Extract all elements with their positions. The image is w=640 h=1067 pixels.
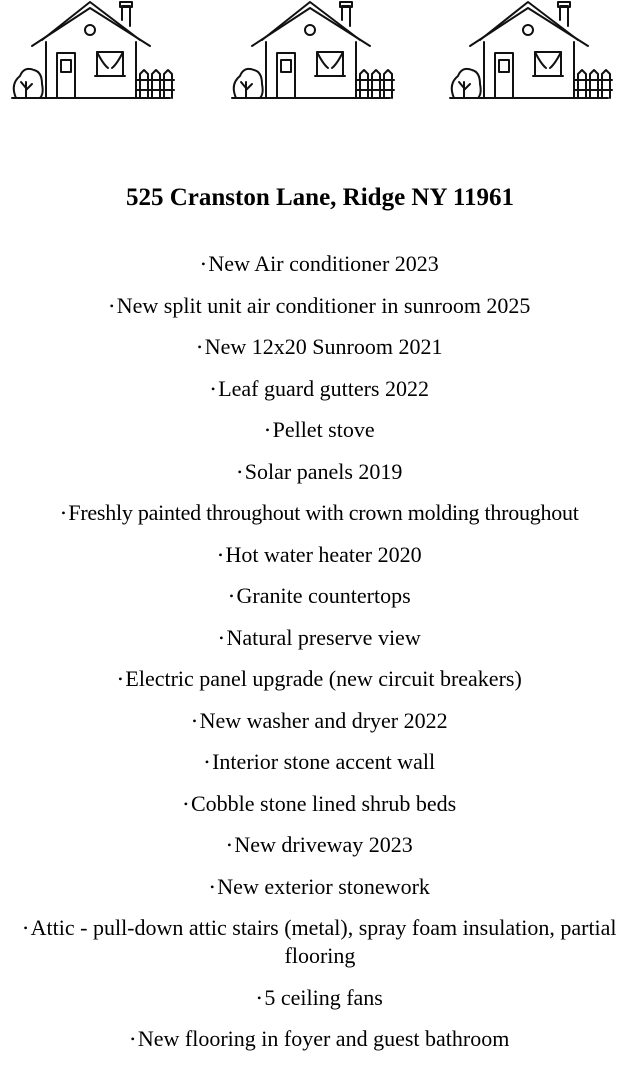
bullet-icon: • [257,990,262,1005]
bullet-icon: • [118,672,123,686]
bullet-icon: • [61,506,66,520]
house-icon [440,0,618,104]
feature-item: • Solar panels 2019 [237,458,403,484]
feature-item: • New flooring in foyer and guest bathroom [130,1026,510,1051]
bullet-icon: • [211,381,216,396]
bullet-icon: • [109,298,114,313]
feature-item: • New 12x20 Sunroom 2021 [197,334,443,359]
bullet-icon: • [183,796,188,811]
bullet-icon: • [210,879,215,894]
property-address-title: 525 Cranston Lane, Ridge NY 11961 [126,183,514,211]
feature-item: • Leaf guard gutters 2022 [211,375,429,401]
feature-item: • Freshly painted throughout with crown molding throughout [61,500,579,525]
bullet-icon: • [192,713,197,728]
bullet-icon: • [130,1032,135,1046]
bullet-icon: • [197,340,202,354]
feature-item: • Granite countertops [229,583,411,608]
bullet-icon: • [204,755,210,769]
feature-list [0,250,640,1067]
house-illustration-row [0,0,640,110]
feature-item: • New Air conditioner 2023 [201,251,439,276]
bullet-icon: • [218,547,223,562]
feature-item: • Electric panel upgrade (new circuit breakers) [118,666,522,691]
feature-item: • Cobble stone lined shrub beds [183,790,457,816]
feature-item: • New split unit air conditioner in sunroom 2025 [109,292,531,318]
house-icon [2,0,180,104]
feature-item: • Interior stone accent wall [204,749,436,774]
feature-item: • New washer and dryer 2022 [192,707,448,733]
feature-item: • Natural preserve view [219,624,421,650]
bullet-icon: • [201,257,206,271]
bullet-icon: • [227,838,232,852]
bullet-icon: • [237,464,242,479]
feature-item: • Attic - pull-down attic stairs (metal), spray foam insulation, partial flooring [23,915,617,968]
feature-item: • New driveway 2023 [227,832,413,857]
bullet-icon: • [23,921,28,935]
bullet-icon: • [265,423,270,437]
house-icon [222,0,400,104]
feature-item: • New exterior stonework [210,873,430,899]
feature-item: • Hot water heater 2020 [218,541,422,567]
feature-item: • Pellet stove [265,417,375,442]
bullet-icon: • [229,589,234,603]
bullet-icon: • [219,630,224,645]
feature-item: • 5 ceiling fans [257,984,383,1010]
